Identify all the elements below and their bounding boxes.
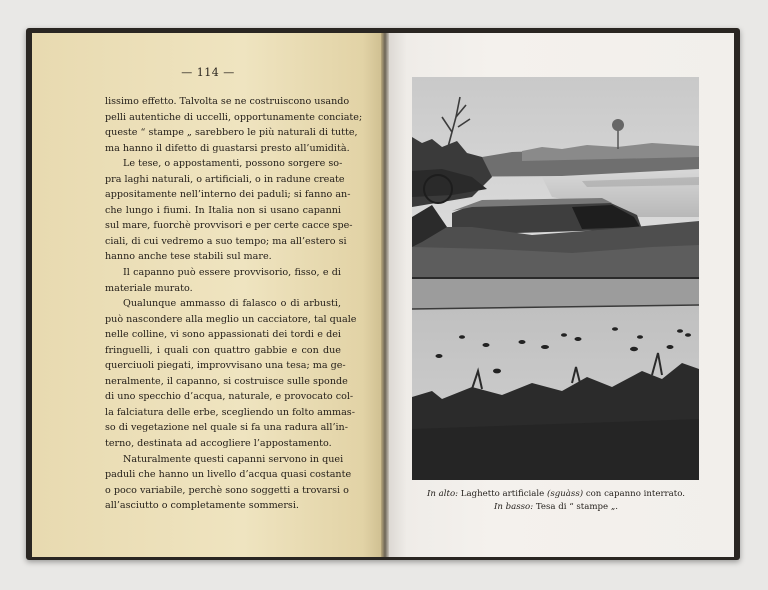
text-line: materiale murato.: [105, 282, 193, 294]
caption-top: [400, 488, 712, 501]
text-line: Qualunque ammasso di falasco o di arbusti,: [123, 298, 341, 310]
text-line: terno, destinata ad accogliere l’appostamento.: [105, 438, 332, 450]
text-line: la falciatura delle erbe, scegliendo un folto ammas-: [105, 406, 355, 418]
text-line: Le tese, o appostamenti, possono sorgere so-: [123, 158, 343, 170]
text-line: che lungo i fiumi. In Italia non si usano capanni: [105, 204, 341, 216]
photo-plate: [412, 77, 699, 480]
page-number: — 114 —: [181, 66, 235, 79]
text-line: può nascondere alla meglio un cacciatore, tal quale: [105, 313, 357, 325]
text-line: di uno specchio d’acqua, naturale, e provocato col-: [105, 391, 354, 403]
decoys-photo: [412, 279, 699, 480]
text-line: ciali, di cui vedremo a suo tempo; ma all’estero si: [105, 235, 347, 247]
book-gutter: [381, 33, 389, 557]
caption-top-text-end: con capanno interrato.: [583, 489, 685, 499]
text-line: appositamente nell’interno dei paduli; si fanno an-: [105, 189, 351, 201]
caption-bottom-text: Tesa di “ stampe „.: [533, 501, 619, 512]
pond-photo: [412, 77, 699, 277]
text-line: sul mare, fuorchè provvisori e per certe cacce spe-: [105, 220, 353, 232]
text-line: all’asciutto o completamente sommersi.: [105, 500, 299, 512]
text-line: ma hanno il difetto di guastarsi presto all’umidità.: [105, 142, 350, 154]
text-line: queste “ stampe „ sarebbero le più naturali di tutte,: [105, 127, 358, 139]
caption-bottom-label: In basso:: [493, 501, 534, 512]
text-line: pra laghi naturali, o artificiali, o in radune create: [105, 173, 345, 185]
text-line: nelle colline, vi sono appassionati dei tordi e dei: [105, 329, 341, 341]
text-line: o poco variabile, perchè sono soggetti a trovarsi o: [105, 484, 349, 496]
text-line: querciuoli piegati, improvvisano una tesa; ma ge-: [105, 360, 346, 372]
caption-term: (sguàss): [546, 489, 584, 499]
caption-bottom: [400, 501, 712, 514]
photo-caption: [400, 488, 712, 513]
text-line: paduli che hanno un livello d’acqua quasi costante: [105, 469, 352, 481]
body-text: [105, 94, 363, 514]
caption-top-text: Laghetto artificiale: [458, 489, 547, 499]
text-line: fringuelli, i quali con quattro gabbie e con due: [105, 344, 341, 356]
caption-top-label: In alto:: [427, 489, 459, 499]
text-line: Naturalmente questi capanni servono in quei: [123, 453, 344, 465]
text-line: so di vegetazione nel quale si fa una radura all’in-: [105, 422, 348, 434]
text-line: lissimo effetto. Talvolta se ne costruiscono usando: [105, 96, 350, 107]
text-line: Il capanno può essere provvisorio, fisso, e di: [123, 267, 341, 279]
text-line: hanno anche tese stabili sul mare.: [105, 251, 272, 263]
text-line: neralmente, il capanno, si costruisce sulle sponde: [105, 375, 348, 387]
text-line: pelli autentiche di uccelli, opportunamente conciate;: [105, 111, 363, 123]
